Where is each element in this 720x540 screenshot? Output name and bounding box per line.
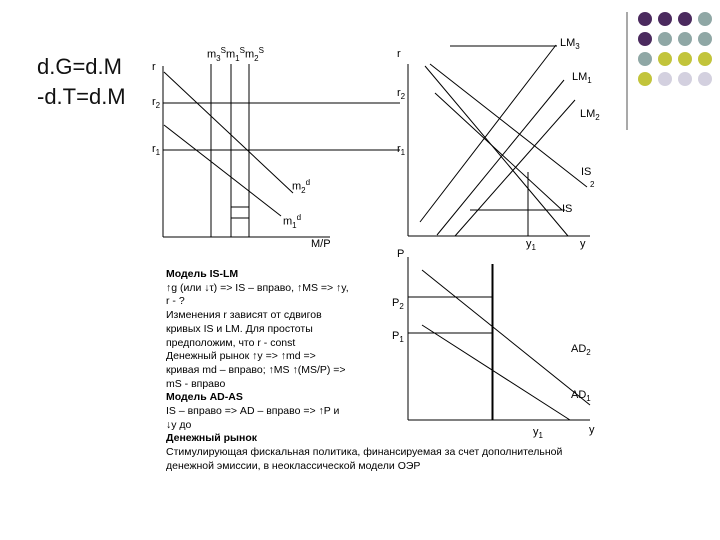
decorative-dot xyxy=(698,52,712,66)
lm2 xyxy=(455,100,575,236)
equation-line-2: -d.T=d.M xyxy=(37,84,126,109)
text-line-3: r - ? xyxy=(166,295,185,308)
ad2-label: $AD_2$ xyxy=(571,343,591,358)
text-line-8: кривая md – вправо; ↑MS ↑(MS/P) => xyxy=(166,363,346,376)
adas-p2-label: $P_2$ xyxy=(392,297,404,312)
money-axis-r-label: r xyxy=(152,61,156,73)
text-line-4: Изменения r зависят от сдвигов xyxy=(166,309,322,322)
islm-r1-label: $r_1$ xyxy=(397,143,406,158)
money-axis-mp-label: M/P xyxy=(311,238,331,250)
text-line-12: ↓y до xyxy=(166,418,192,431)
decorative-dot xyxy=(698,12,712,26)
decorative-dot xyxy=(658,52,672,66)
text-line-7: Денежный рынок ↑y => ↑md => xyxy=(166,350,316,363)
decorative-dot xyxy=(638,72,652,86)
islm-axis-y-label: y xyxy=(580,238,586,250)
adas-y1-label: $y_1$ xyxy=(533,426,543,441)
adas-p1-label: $P_1$ xyxy=(392,330,404,345)
text-heading-adas: Модель AD-AS xyxy=(166,391,243,404)
text-line-2: ↑g (или ↓τ) => IS – вправо, ↑MS => ↑y, xyxy=(166,281,349,294)
text-line-5: кривых IS и LM. Для простоты xyxy=(166,322,313,335)
islm-axis-r-label: r xyxy=(397,48,401,60)
is2 xyxy=(430,64,587,187)
decorative-dot xyxy=(638,52,652,66)
m1d-label: $m_1^d$ xyxy=(283,213,302,230)
is-label: IS xyxy=(562,203,573,215)
text-line-9: mS - вправо xyxy=(166,377,226,390)
lm3-label: $LM_3$ xyxy=(560,37,580,52)
lm2-label: $LM_2$ xyxy=(580,108,600,123)
text-heading-money-market: Денежный рынок xyxy=(166,432,258,445)
decorative-dot xyxy=(638,12,652,26)
decorative-dot xyxy=(678,32,692,46)
ad1-label: $AD_1$ xyxy=(571,389,591,404)
equation-line-1: d.G=d.M xyxy=(37,54,122,79)
lm1-label: $LM_1$ xyxy=(572,71,592,86)
is1 xyxy=(435,93,562,210)
money-r1-label: $r_1$ xyxy=(152,143,161,158)
text-line-11: IS – вправо => AD – вправо => ↑P и xyxy=(166,405,340,418)
money-supply-label: $m_3^Sm_1^Sm_2^S$ xyxy=(207,46,264,63)
islm-r2-label: $r_2$ xyxy=(397,87,406,102)
text-line-14: Стимулирующая фискальная политика, финансируемая за счет дополнительной xyxy=(166,446,563,459)
is2-sub-label: 2 xyxy=(590,180,595,189)
decorative-vertical-rule xyxy=(626,12,628,130)
adas-axis-y-label: y xyxy=(589,424,595,436)
decorative-dot xyxy=(658,12,672,26)
decorative-dot xyxy=(658,72,672,86)
decorative-dot xyxy=(678,72,692,86)
decorative-dot xyxy=(678,12,692,26)
is2-label: IS xyxy=(581,166,592,178)
m2d-label: $m_2^d$ xyxy=(292,178,311,195)
text-heading-islm: Модель IS-LM xyxy=(166,268,239,280)
decorative-dot xyxy=(658,32,672,46)
money-r2-label: $r_2$ xyxy=(152,96,161,111)
adas-axis-p-label: P xyxy=(397,248,405,260)
decorative-dot xyxy=(638,32,652,46)
decorative-dot xyxy=(698,72,712,86)
text-line-6: предположим, что r - const xyxy=(166,336,296,349)
explanation-text-block xyxy=(166,268,626,474)
islm-y1-label: $y_1$ xyxy=(526,238,536,253)
decorative-dot xyxy=(678,52,692,66)
money-demand-m1d xyxy=(164,125,281,216)
decorative-dot xyxy=(698,32,712,46)
text-line-15: денежной эмиссии, в неоклассической модели ОЭР xyxy=(166,459,421,472)
